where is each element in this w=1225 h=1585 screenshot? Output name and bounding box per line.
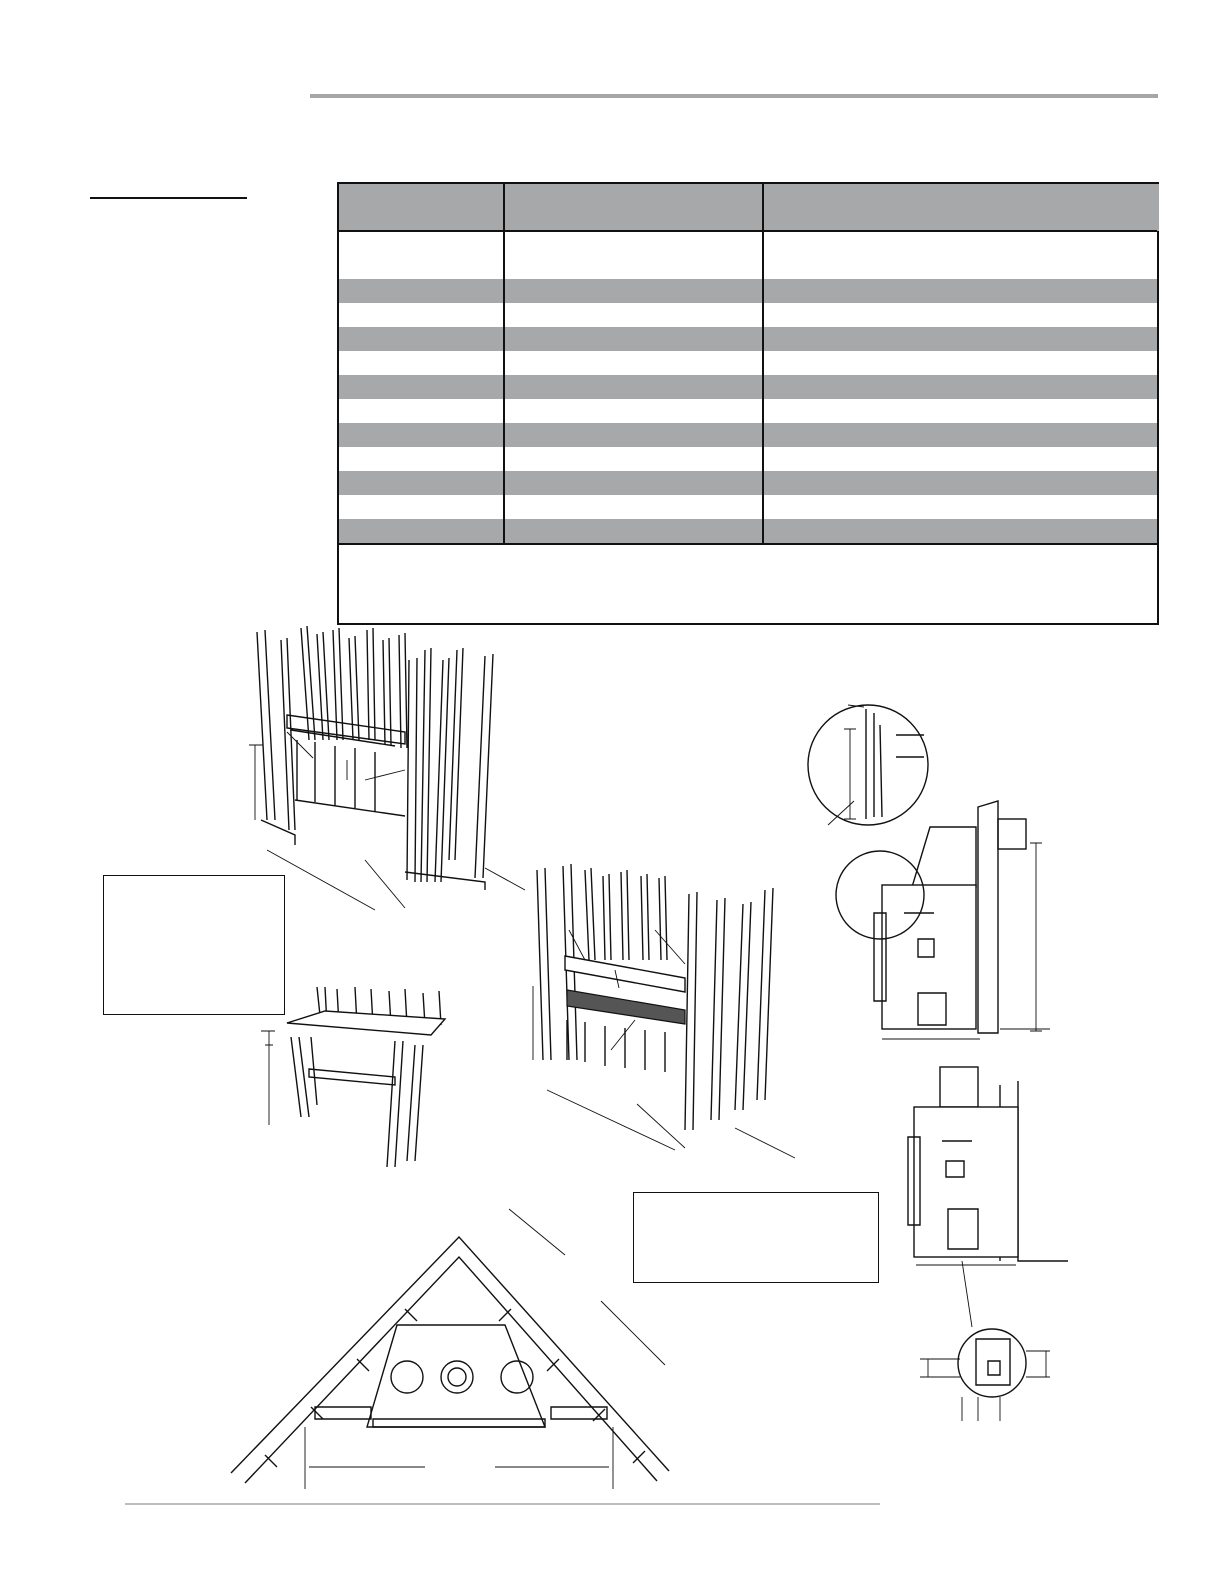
table-body-rule — [339, 543, 1157, 545]
corner-walls — [231, 1237, 669, 1483]
side-label — [90, 172, 247, 194]
table-row-band — [339, 375, 1157, 399]
dark-header-beam — [567, 990, 685, 1024]
mantle-height-dimension — [261, 1031, 275, 1125]
header-beam — [565, 956, 685, 992]
side-label-underline — [90, 197, 247, 199]
inlet-dimensions — [920, 1351, 1050, 1421]
table-row-band — [339, 519, 1157, 543]
framing-returns — [315, 1407, 607, 1427]
vent-collar — [940, 1067, 978, 1107]
vent-hole-center-inner — [448, 1368, 466, 1386]
section-heading — [337, 130, 1157, 160]
clearance-side-view — [800, 695, 1080, 1055]
header-beam — [287, 715, 405, 744]
vent-hole-right — [501, 1361, 533, 1393]
table-column-rule — [503, 184, 505, 544]
gas-inlet-view — [900, 1065, 1070, 1435]
mantle-header — [309, 1069, 395, 1085]
table-column-rule — [762, 184, 764, 544]
plan-dimensions — [305, 1209, 665, 1489]
gas-inlet-fitting — [976, 1339, 1010, 1385]
vent-hole-center — [441, 1361, 473, 1393]
table-row-band — [339, 327, 1157, 351]
cripple-studs — [291, 730, 395, 812]
detail-circle-top — [808, 705, 928, 825]
framing-figure-1 — [245, 620, 535, 920]
dimension-lines — [267, 732, 525, 910]
unit-dimensions — [916, 1261, 1016, 1327]
fireplace-unit-rear — [914, 1107, 1018, 1257]
leader-lines — [569, 930, 685, 1050]
corner-installation-plan — [225, 1205, 685, 1495]
framing-figure-2 — [255, 985, 455, 1175]
table-row-band — [339, 423, 1157, 447]
mantle-legs — [291, 1037, 423, 1167]
framing-figure-3 — [525, 860, 815, 1160]
table-row-band — [339, 471, 1157, 495]
top-rule — [310, 94, 1158, 98]
cripple-studs — [567, 1020, 665, 1072]
bottom-rule — [125, 1503, 880, 1505]
table-header-rule — [339, 230, 1157, 232]
fireplace-unit-top — [367, 1325, 545, 1427]
wall-stud-marks — [265, 1309, 645, 1467]
detail-dimension — [828, 705, 864, 825]
table-header-col-3 — [764, 184, 1159, 231]
vent-pipe — [998, 819, 1026, 849]
height-dimension — [249, 745, 263, 820]
wall-section — [978, 801, 998, 1033]
table-footnote — [351, 554, 1147, 614]
table-header-col-1 — [339, 184, 503, 231]
mantle-shelf — [287, 1011, 445, 1035]
vent-hole-left — [391, 1361, 423, 1393]
table-header-col-2 — [505, 184, 762, 231]
table-row-band — [339, 279, 1157, 303]
specification-table — [337, 182, 1159, 625]
vent-elbow — [912, 827, 976, 887]
